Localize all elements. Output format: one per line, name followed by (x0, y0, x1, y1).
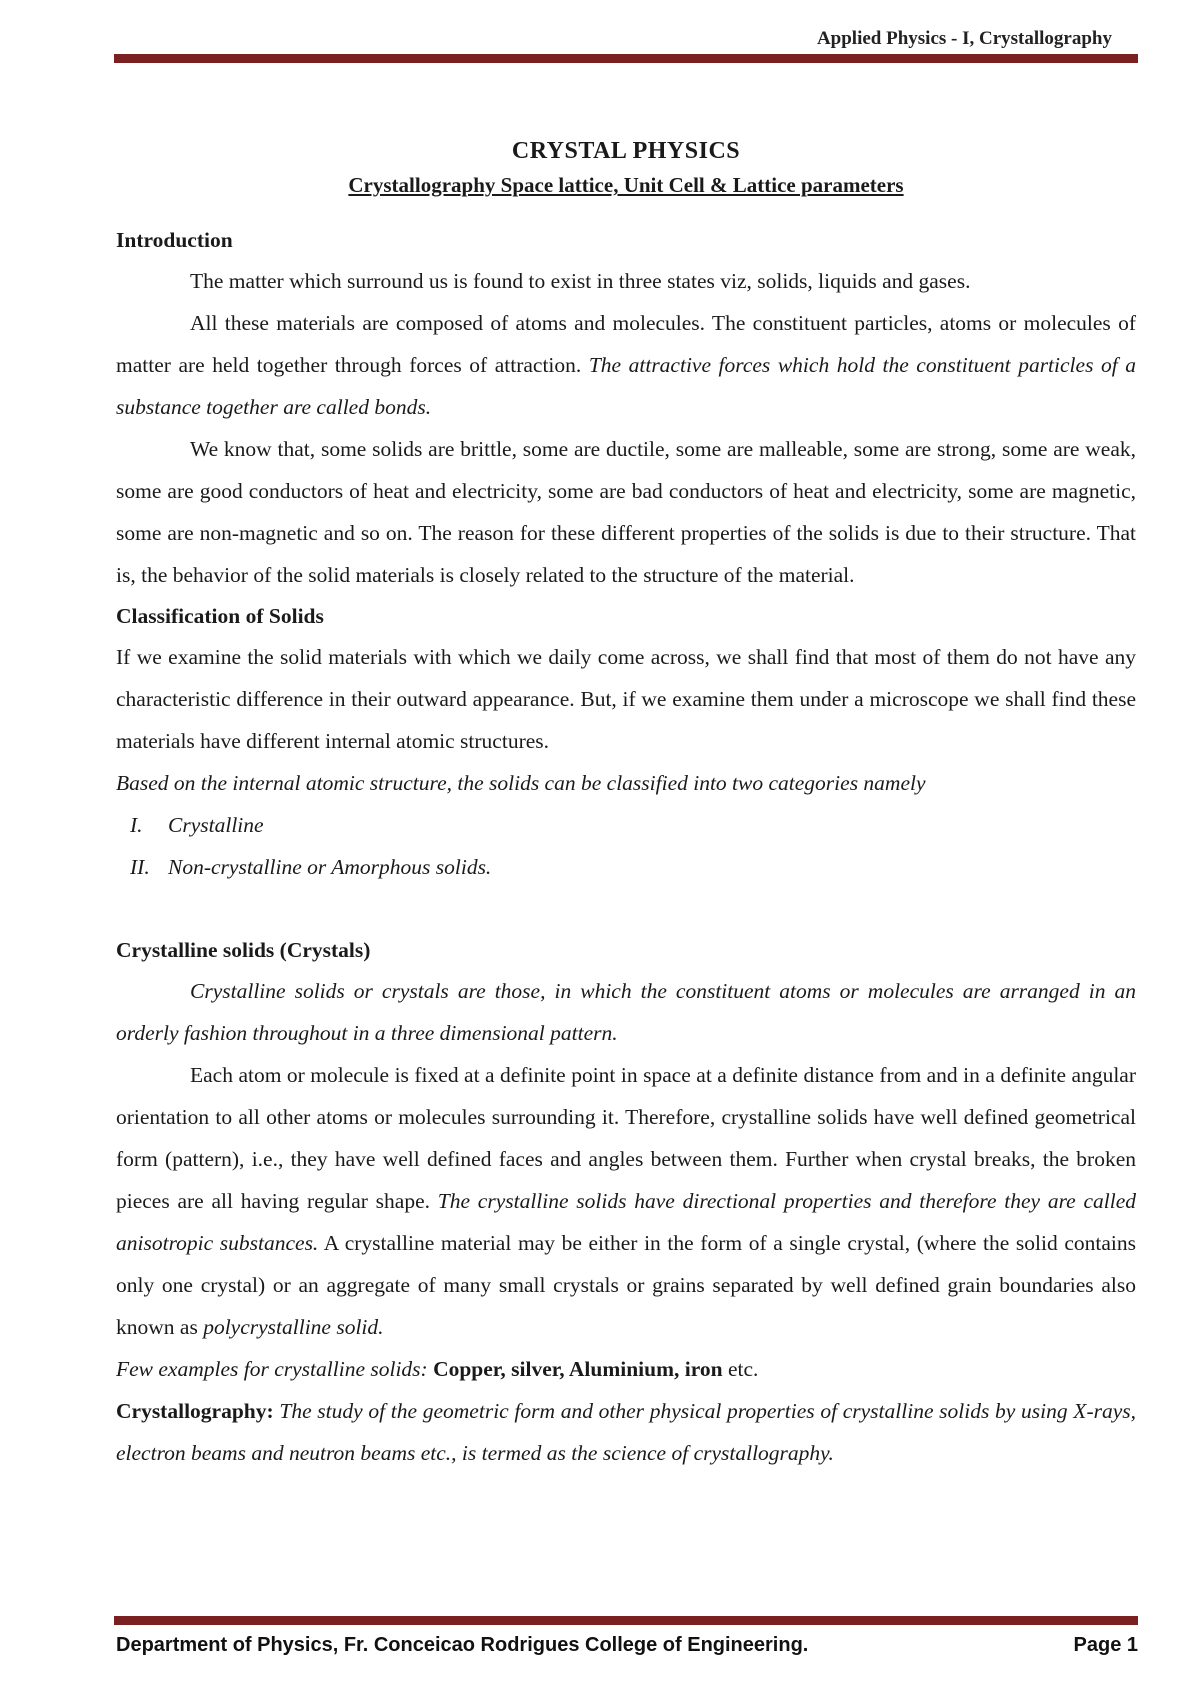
footer-rule (114, 1616, 1138, 1625)
classification-paragraph-1: If we examine the solid materials with which we daily come across, we shall find that most of them do not have any characteristic difference in their outward appearance. But, if we examine them under a microscope we shall find these materials have different internal atomic structures. (116, 645, 1136, 753)
list-item-number: II. (130, 855, 150, 879)
list-item-text: Non-crystalline or Amorphous solids. (168, 855, 492, 879)
intro-paragraph-1: The matter which surround us is found to exist in three states viz, solids, liquids and gases. (190, 269, 971, 293)
crystalline-text-2: A crystalline material may be either in the form of a single crystal, (where the solid contains only one crystal) or an aggregate of many small crystals or grains separated by well defined grain boundaries also known as (116, 1231, 1136, 1339)
list-item-number: I. (130, 813, 143, 837)
section-heading-introduction: Introduction (116, 228, 233, 252)
intro-paragraph-2 (116, 302, 1136, 428)
examples-tail: etc. (722, 1357, 759, 1381)
crystallography-label: Crystallography: (116, 1399, 274, 1423)
examples-label: Few examples for crystalline solids: (116, 1357, 428, 1381)
list-item (116, 846, 1136, 888)
intro-paragraph-3: We know that, some solids are brittle, some are ductile, some are malleable, some are strong, some are weak, some are good conductors of heat and electricity, some are bad conductors of heat and electricity, some are magnetic, some are non-magnetic and so on. The reason for these different properties of the solids is due to their structure. That is, the behavior of the solid materials is closely related to the structure of the material. (116, 437, 1136, 587)
footer-department: Department of Physics, Fr. Conceicao Rodrigues College of Engineering. (116, 1634, 809, 1656)
footer-page-number: Page 1 (1073, 1634, 1138, 1656)
running-header: Applied Physics - I, Crystallography (816, 28, 1112, 49)
section-heading-classification: Classification of Solids (116, 604, 324, 628)
examples-list: Copper, silver, Aluminium, iron (427, 1357, 723, 1381)
intro-paragraph-2-text: All these materials are composed of atoms and molecules. The constituent particles, atoms or molecules of matter are held together through forces of attraction. (116, 311, 1136, 377)
anisotropic-statement: The crystalline solids have directional properties and therefore they are called anisotropic substances. (116, 1189, 1136, 1255)
polycrystalline-term: polycrystalline solid. (203, 1315, 384, 1339)
crystalline-paragraph-2 (116, 1054, 1136, 1348)
crystallography-text: The study of the geometric form and other physical properties of crystalline solids by using X-rays, electron beams and neutron beams etc., is termed as the science of crystallography. (116, 1399, 1136, 1465)
crystalline-examples (116, 1348, 1136, 1390)
crystalline-definition: Crystalline solids or crystals are those, in which the constituent atoms or molecules are arranged in an orderly fashion throughout in a three dimensional pattern. (116, 979, 1136, 1045)
crystalline-text-1: Each atom or molecule is fixed at a definite point in space at a definite distance from and in a definite angular orientation to all other atoms or molecules surrounding it. Therefore, crystalline solids have well defined geometrical form (pattern), i.e., they have well defined faces and angles between them. Further when crystal breaks, the broken pieces are all having regular shape. (116, 1063, 1136, 1213)
page-title: CRYSTAL PHYSICS (511, 138, 741, 164)
classification-paragraph-2: Based on the internal atomic structure, the solids can be classified into two categories namely (116, 771, 926, 795)
list-item (116, 804, 1136, 846)
header-rule (114, 54, 1138, 63)
page-body (116, 130, 1136, 1474)
page-subtitle: Crystallography Space lattice, Unit Cell & Lattice parameters (348, 173, 904, 197)
spacer (116, 888, 1136, 930)
bonds-definition: The attractive forces which hold the constituent particles of a substance together are called bonds. (116, 353, 1136, 419)
solid-categories-list (116, 804, 1136, 888)
list-item-text: Crystalline (168, 813, 264, 837)
section-heading-crystalline: Crystalline solids (Crystals) (116, 938, 371, 962)
crystallography-definition (116, 1390, 1136, 1474)
